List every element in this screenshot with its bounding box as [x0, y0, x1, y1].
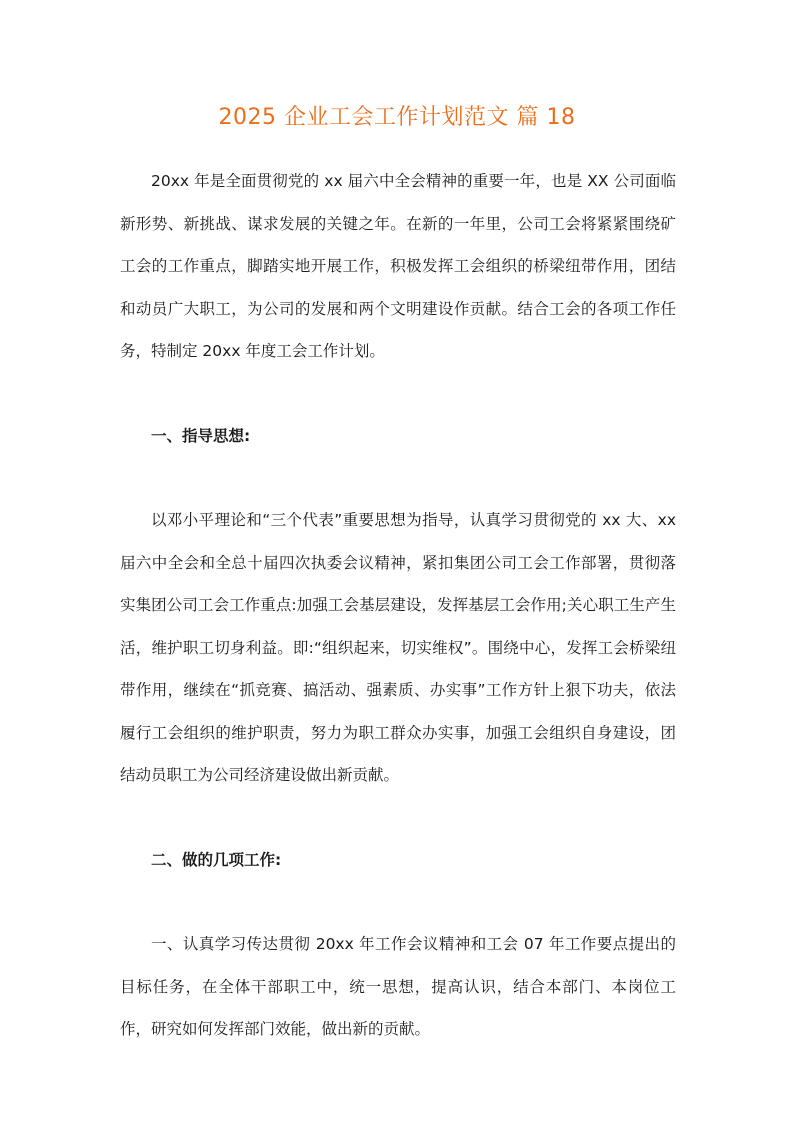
paragraph-gap [120, 797, 676, 839]
intro-paragraph: 20xx 年是全面贯彻党的 xx 届六中全会精神的重要一年，也是 XX 公司面临新形势、新挑战、谋求发展的关键之年。在新的一年里，公司工会将紧紧围绕矿工会的工作重点，脚踏实地开展工作，积极发挥工会组织的桥梁纽带作用，团结和动员广大职工，为公司的发展和两个文明建设作贡献。结合工会的各项工作任务，特制定 20xx 年度工会工作计划。 [120, 172, 676, 360]
paragraph-gap [120, 373, 676, 415]
work-item-paragraph: 一、认真学习传达贯彻 20xx 年工作会议精神和工会 07 年工作要点提出的目标任务，在全体干部职工中，统一思想，提高认识，结合本部门、本岗位工作，研究如何发挥部门效能，做出新的贡献。 [120, 935, 676, 1038]
guiding-thought-paragraph: 以邓小平理论和“三个代表”重要思想为指导，认真学习贯彻党的 xx 大、xx 届六中全会和全总十届四次执委会议精神，紧扣集团公司工会工作部署，贯彻落实集团公司工会工作重点:加强工会基层建设，发挥基层工会作用;关心职工生产生活，维护职工切身利益。即:“组织起来，切实维权”。围绕中心，发挥工会桥梁纽带作用，继续在“抓竞赛、搞活动、强素质、办实事”工作方针上狠下功夫，依法履行工会组织的维护职责，努力为职工群众办实事，加强工会组织自身建设，团结动员职工为公司经济建设做出新贡献。 [120, 511, 676, 784]
section-heading-guiding-thought: 一、指导思想: [151, 426, 251, 445]
section-heading-work-items: 二、做的几项工作: [151, 850, 282, 869]
paragraph-gap [120, 457, 676, 499]
document-body [120, 160, 676, 1051]
paragraph-gap [120, 881, 676, 923]
document-title: 2025 企业工会工作计划范文 篇 18 [218, 105, 576, 130]
